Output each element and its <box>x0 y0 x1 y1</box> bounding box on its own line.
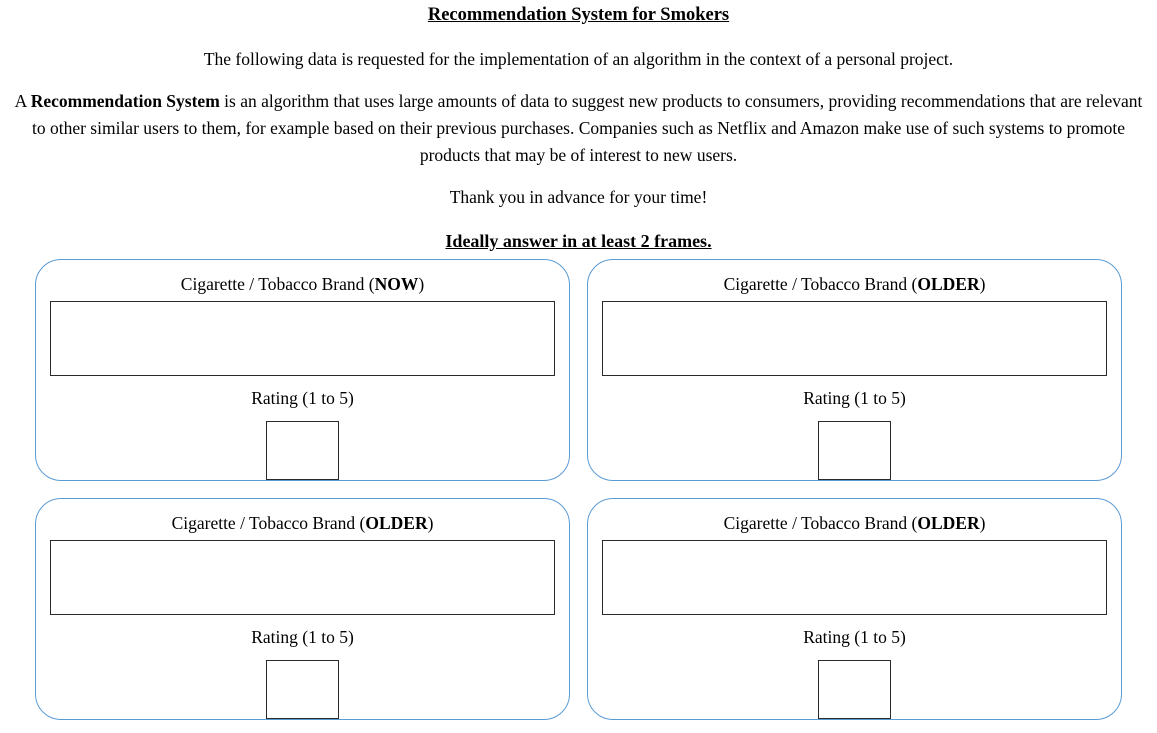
description-text <box>0 88 1157 169</box>
rating-label-now: Rating (1 to 5) <box>251 388 354 409</box>
description-bold-term: Recommendation System <box>30 91 220 111</box>
rating-label-older-3: Rating (1 to 5) <box>803 627 906 648</box>
brand-label-prefix: Cigarette / Tobacco Brand ( <box>723 274 918 294</box>
brand-label-bold: NOW <box>374 274 419 294</box>
intro-text: The following data is requested for the implementation of an algorithm in the context of a personal project. <box>203 49 954 69</box>
rating-label-older-2: Rating (1 to 5) <box>251 627 354 648</box>
rating-input-older-3[interactable] <box>818 660 891 719</box>
brand-label-suffix: ) <box>979 274 986 294</box>
brand-label-prefix: Cigarette / Tobacco Brand ( <box>180 274 375 294</box>
brand-label-prefix: Cigarette / Tobacco Brand ( <box>171 513 366 533</box>
brand-label-suffix: ) <box>418 274 425 294</box>
rating-input-older-1[interactable] <box>818 421 891 480</box>
brand-input-older-1[interactable] <box>602 301 1107 376</box>
rating-input-now[interactable] <box>266 421 339 480</box>
description-rest: is an algorithm that uses large amounts of data to suggest new products to consumers, providing recommendations that are relevant to other similar users to them, for example based on their previous purchases. Companies such as Netflix and Amazon make use of such systems to promote products that may be of interest to new users. <box>31 91 1143 165</box>
thanks-text: Thank you in advance for your time! <box>449 187 708 207</box>
brand-input-older-2[interactable] <box>50 540 555 615</box>
brand-label-bold: OLDER <box>365 513 428 533</box>
brand-frame-older-1 <box>587 259 1122 481</box>
brand-label-older-3 <box>724 510 986 536</box>
brand-label-bold: OLDER <box>917 513 980 533</box>
brand-label-suffix: ) <box>427 513 434 533</box>
rating-label-older-1: Rating (1 to 5) <box>803 388 906 409</box>
rating-input-older-2[interactable] <box>266 660 339 719</box>
brand-frame-now <box>35 259 570 481</box>
page-title: Recommendation System for Smokers <box>427 5 730 25</box>
brand-label-older-2 <box>172 510 434 536</box>
brand-label-bold: OLDER <box>917 274 980 294</box>
description-prefix: A <box>14 91 31 111</box>
brand-frame-older-3 <box>587 498 1122 720</box>
brand-label-suffix: ) <box>979 513 986 533</box>
brand-input-now[interactable] <box>50 301 555 376</box>
brand-frame-older-2 <box>35 498 570 720</box>
brand-label-older-1 <box>724 271 986 297</box>
brand-input-older-3[interactable] <box>602 540 1107 615</box>
frames-grid <box>35 259 1122 720</box>
brand-label-prefix: Cigarette / Tobacco Brand ( <box>723 513 918 533</box>
brand-label-now <box>181 271 424 297</box>
instruction-text: Ideally answer in at least 2 frames. <box>445 231 712 251</box>
